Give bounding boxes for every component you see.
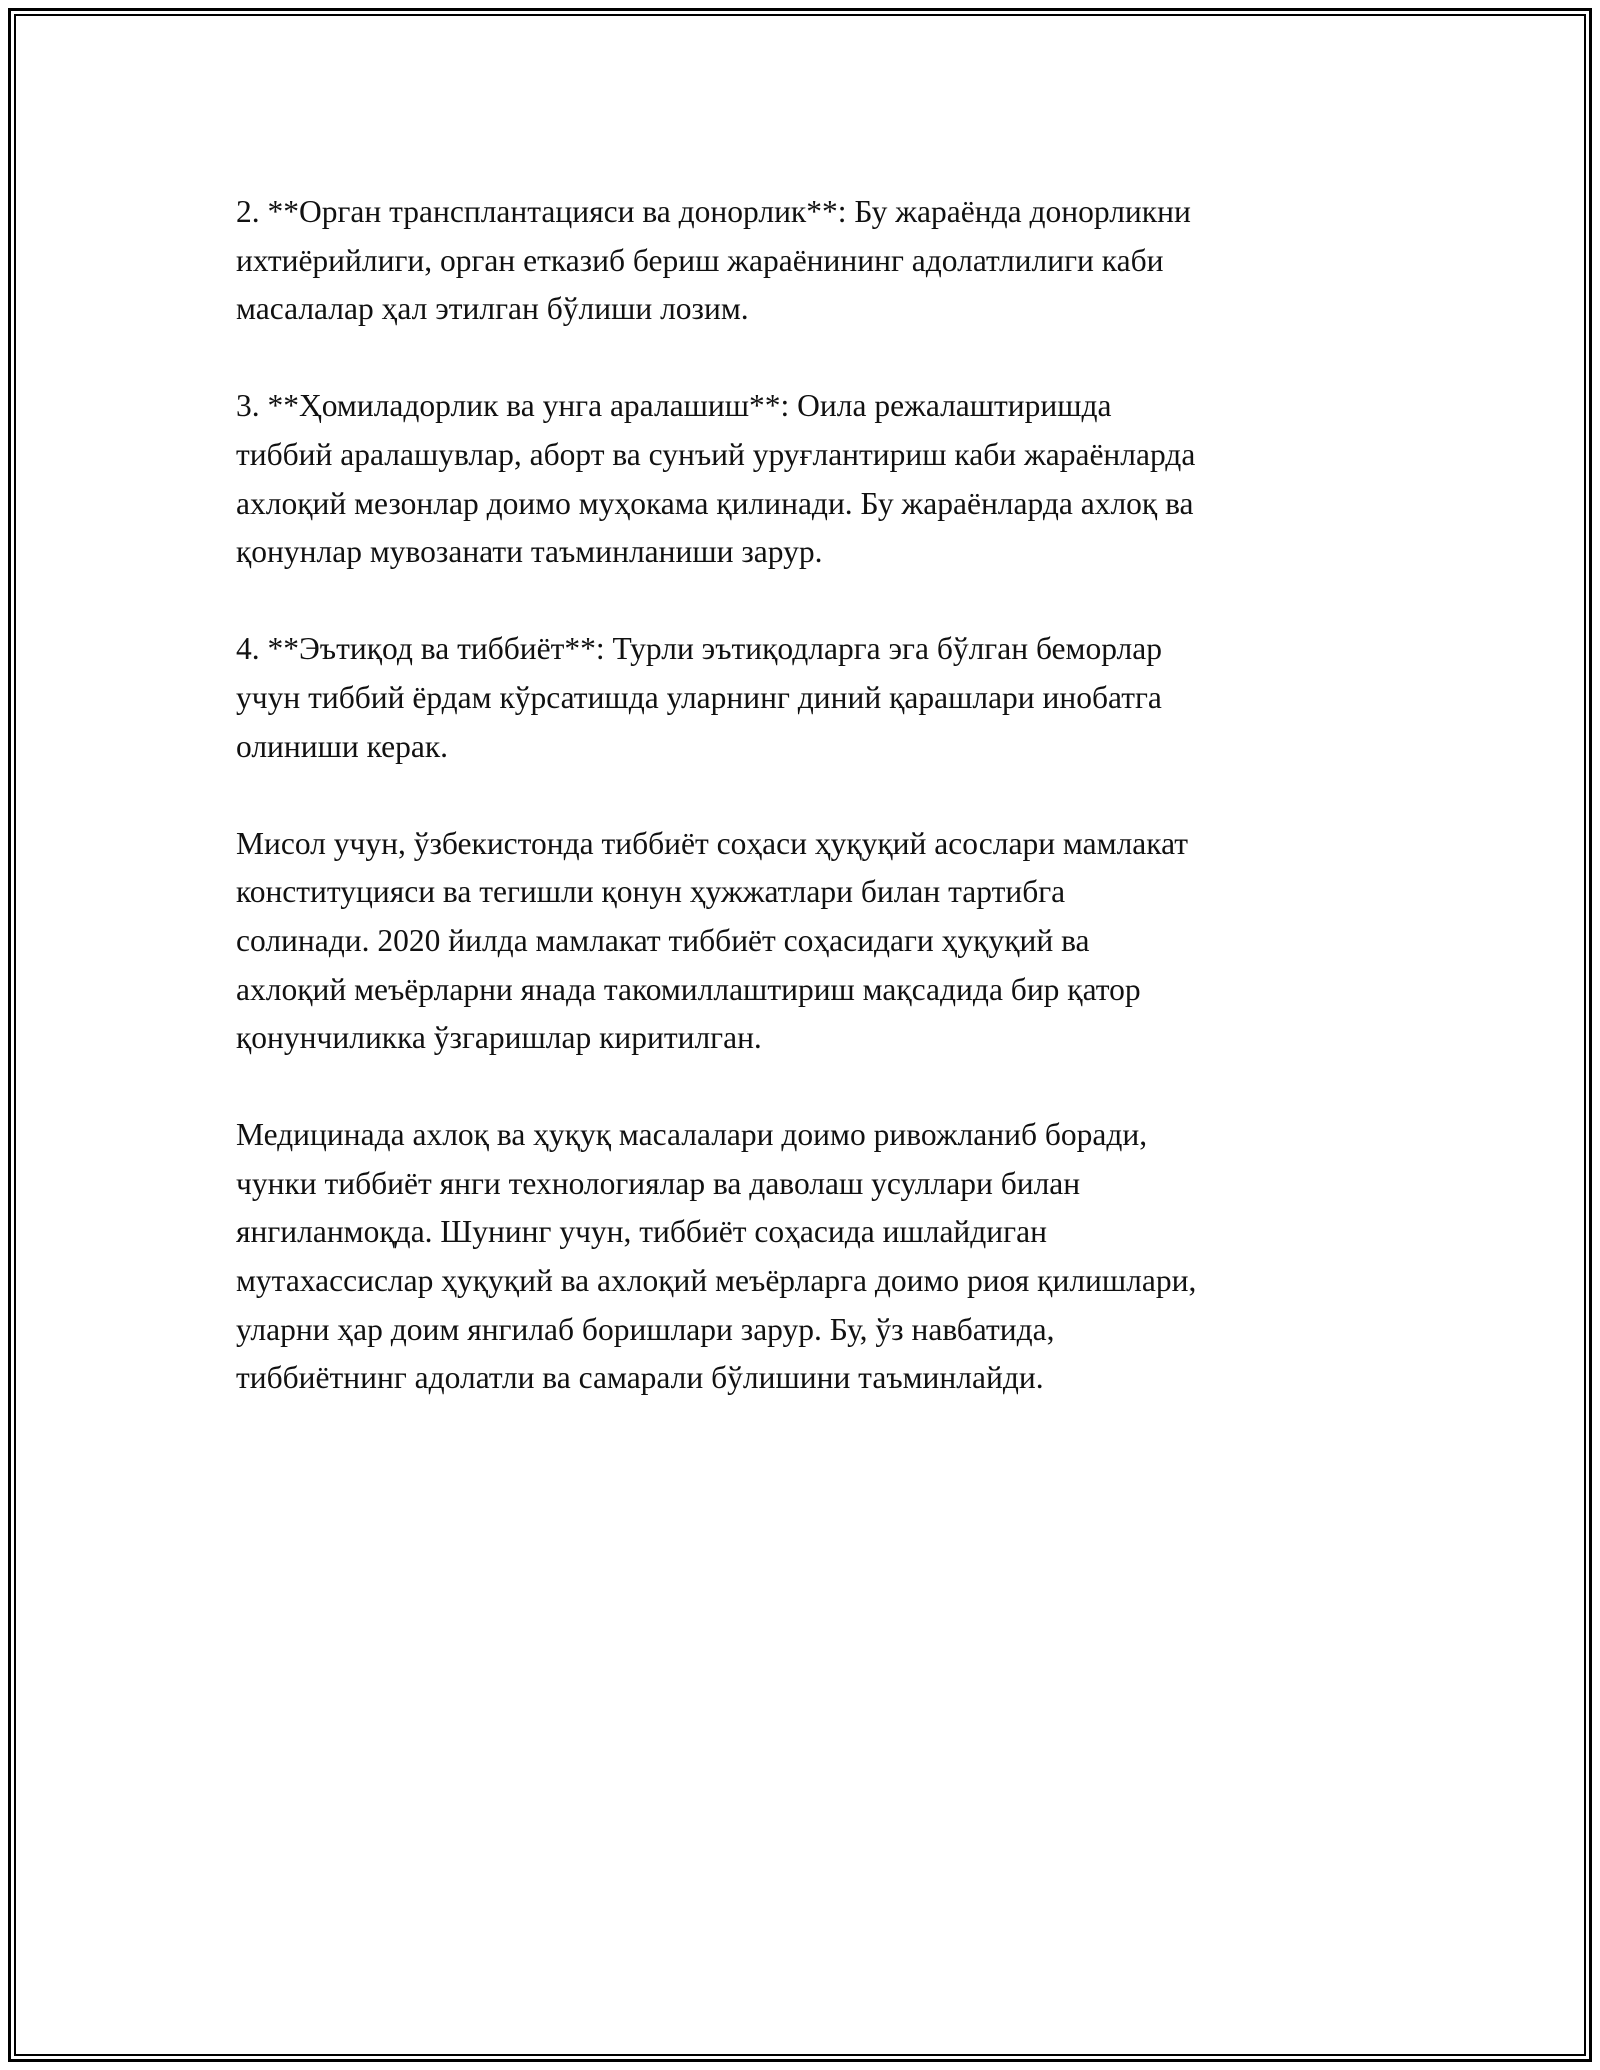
text-line: уларни ҳар доим янгилаб боришлари зарур. Бу, ўз навбатида, xyxy=(236,1311,1055,1347)
text-line: чунки тиббиёт янги технологиялар ва даволаш усуллари билан xyxy=(236,1165,1081,1201)
text-line: конституцияси ва тегишли қонун ҳужжатлари билан тартибга xyxy=(236,874,1066,910)
paragraph-uzbekistan-example xyxy=(236,820,1366,1063)
text-line: қонунлар мувозанати таъминланиши зарур. xyxy=(236,534,823,570)
paragraph-pregnancy xyxy=(236,382,1366,576)
text-line: тиббиётнинг адолатли ва самарали бўлишини таъминлайди. xyxy=(236,1360,1044,1396)
text-line: 2. **Орган трансплантацияси ва донорлик**: Бу жараёнда донорликни xyxy=(236,194,1191,229)
paragraph-conclusion xyxy=(236,1111,1366,1403)
text-line: тиббий аралашувлар, аборт ва сунъий уруғлантириш каби жараёнларда xyxy=(236,436,1196,472)
text-line: ахлоқий мезонлар доимо муҳокама қилинади. Бу жараёнларда ахлоқ ва xyxy=(236,485,1194,521)
paragraph-faith-and-medicine xyxy=(236,625,1366,771)
text-line: қонунчиликка ўзгаришлар киритилган. xyxy=(236,1020,762,1056)
text-line: Медицинада ахлоқ ва ҳуқуқ масалалари доимо ривожланиб боради, xyxy=(236,1117,1148,1153)
text-line: ихтиёрийлиги, орган етказиб бериш жараёнининг адолатлилиги каби xyxy=(236,242,1164,278)
text-line: 3. **Ҳомиладорлик ва унга аралашиш**: Оила режалаштиришда xyxy=(236,388,1112,424)
text-line: Мисол учун, ўзбекистонда тиббиёт соҳаси ҳуқуқий асослари мамлакат xyxy=(236,825,1189,861)
text-line: 4. **Эътиқод ва тиббиёт**: Турли эътиқодларга эга бўлган беморлар xyxy=(236,631,1163,667)
paragraph-organ-transplantation xyxy=(236,188,1366,334)
text-line: олиниши керак. xyxy=(236,728,449,764)
text-line: учун тиббий ёрдам кўрсатишда уларнинг диний қарашлари инобатга xyxy=(236,679,1162,715)
text-line: ахлоқий меъёрларни янада такомиллаштириш мақсадида бир қатор xyxy=(236,971,1141,1007)
text-line: мутахассислар ҳуқуқий ва ахлоқий меъёрларга доимо риоя қилишлари, xyxy=(236,1263,1197,1299)
text-line: масалалар ҳал этилган бўлиши лозим. xyxy=(236,291,749,327)
document-body xyxy=(236,188,1366,1451)
text-line: янгиланмоқда. Шунинг учун, тиббиёт соҳасида ишлайдиган xyxy=(236,1214,1047,1250)
text-line: солинади. 2020 йилда мамлакат тиббиёт соҳасидаги ҳуқуқий ва xyxy=(236,922,1090,958)
